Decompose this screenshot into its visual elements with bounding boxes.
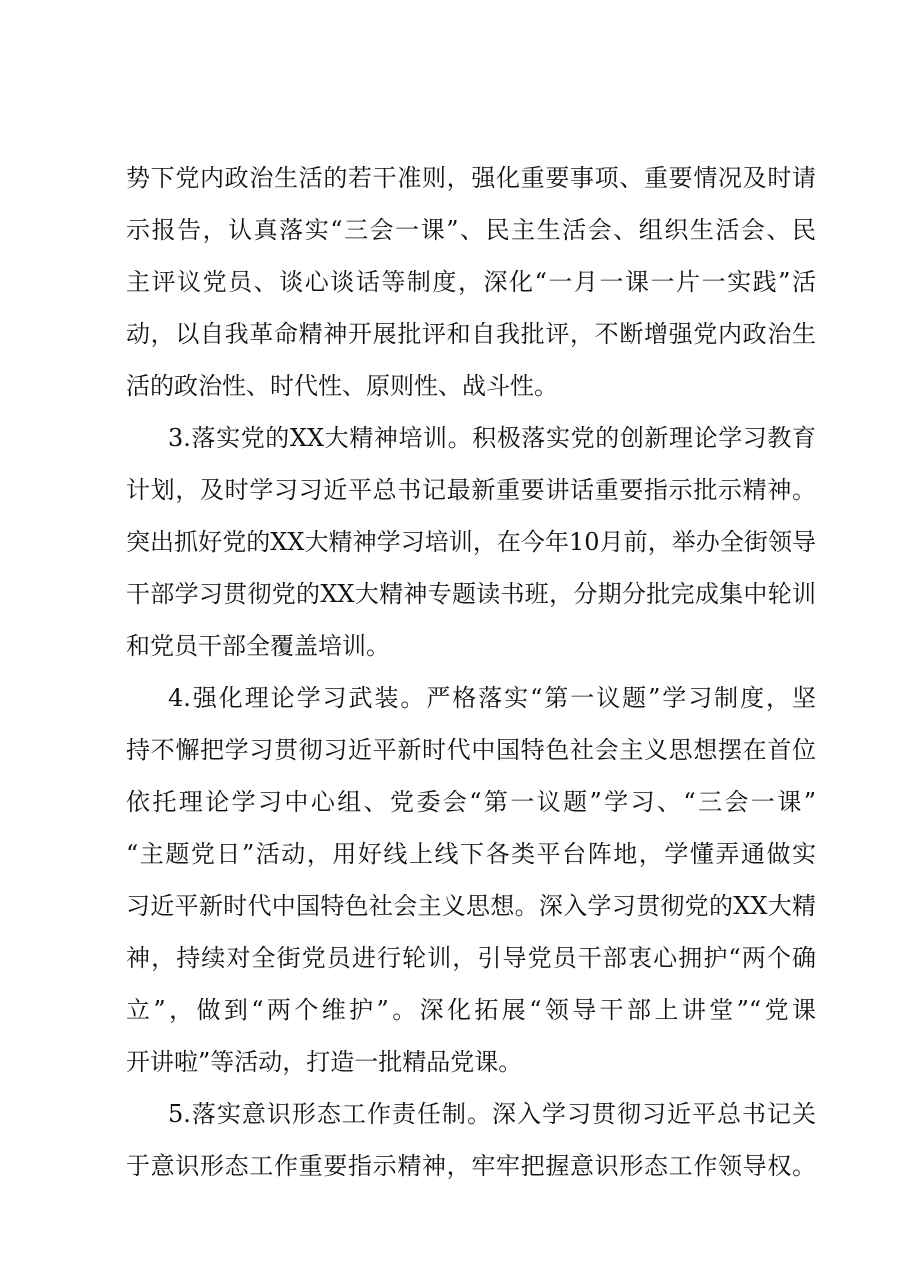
- text-line: 动，以自我革命精神开展批评和自我批评，不断增强党内政治生: [126, 320, 816, 348]
- text-line: 势下党内政治生活的若干准则，强化重要事项、重要情况及时请: [126, 164, 816, 192]
- text-line: 干部学习贯彻党的XX大精神专题读书班，分期分批完成集中轮训: [126, 580, 816, 608]
- text-line: 持不懈把学习贯彻习近平新时代中国特色社会主义思想摆在首位: [126, 736, 816, 764]
- text-line: 计划，及时学习习近平总书记最新重要讲话重要指示批示精神。: [126, 476, 816, 504]
- section-3-heading-line: 3.落实党的XX大精神培训。积极落实党的创新理论学习教育: [168, 424, 816, 452]
- text-line: 于意识形态工作重要指示精神，牢牢把握意识形态工作领导权。: [126, 1152, 816, 1180]
- text-line: 突出抓好党的XX大精神学习培训，在今年10月前，举办全街领导: [126, 528, 816, 556]
- section-5-heading-line: 5.落实意识形态工作责任制。深入学习贯彻习近平总书记关: [168, 1100, 816, 1128]
- text-line: 示报告，认真落实“三会一课”、民主生活会、组织生活会、民: [126, 216, 816, 244]
- text-line: 立”，做到“两个维护”。深化拓展“领导干部上讲堂”“党课: [126, 996, 816, 1024]
- text-line: 活的政治性、时代性、原则性、战斗性。: [126, 372, 558, 400]
- text-line: 神，持续对全街党员进行轮训，引导党员干部衷心拥护“两个确: [126, 944, 816, 972]
- text-line: 依托理论学习中心组、党委会“第一议题”学习、“三会一课”: [126, 788, 816, 816]
- section-4-heading-line: 4.强化理论学习武装。严格落实“第一议题”学习制度，坚: [168, 684, 816, 712]
- text-line: 主评议党员、谈心谈话等制度，深化“一月一课一片一实践”活: [126, 268, 816, 296]
- document-body: [126, 152, 816, 1192]
- text-line: “主题党日”活动，用好线上线下各类平台阵地，学懂弄通做实: [126, 840, 816, 868]
- text-line: 和党员干部全覆盖培训。: [126, 632, 390, 660]
- text-line: 习近平新时代中国特色社会主义思想。深入学习贯彻党的XX大精: [126, 892, 816, 920]
- text-line: 开讲啦”等活动，打造一批精品党课。: [126, 1048, 523, 1076]
